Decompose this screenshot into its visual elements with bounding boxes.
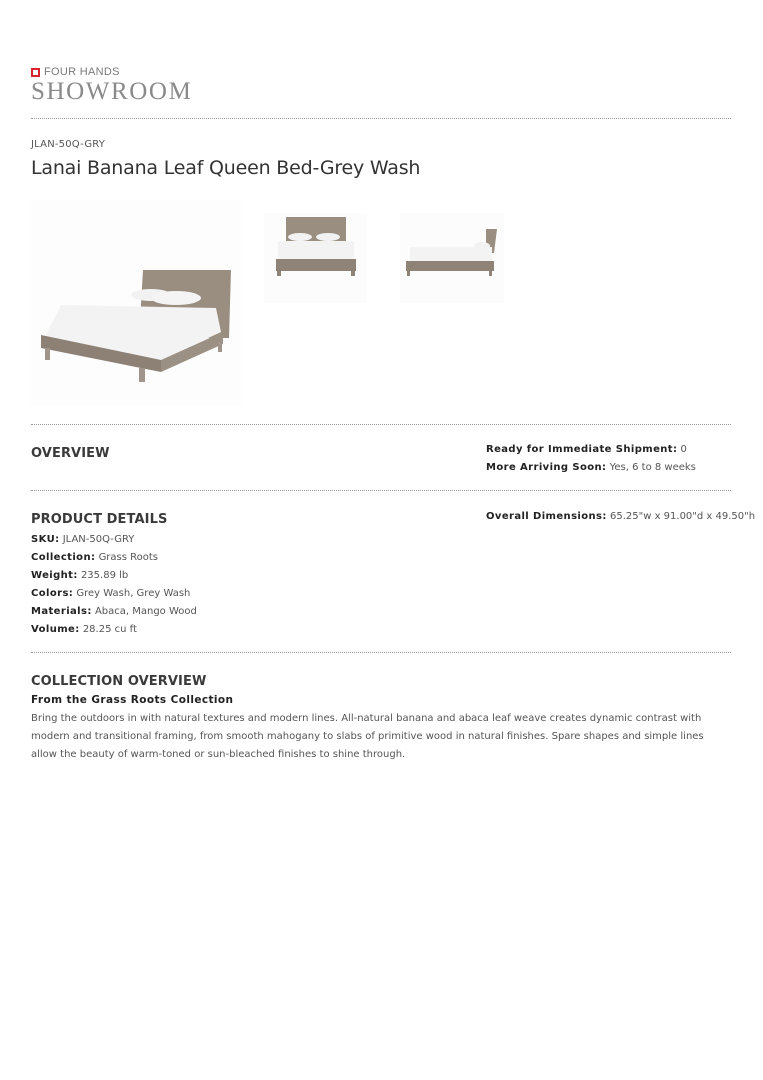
ready-shipment <box>486 441 687 459</box>
overview-heading: OVERVIEW <box>31 446 110 461</box>
product-details-heading: PRODUCT DETAILS <box>31 512 168 527</box>
detail-label: Volume: <box>31 624 80 635</box>
bed-side-illustration <box>400 213 504 303</box>
bed-angle-illustration <box>31 200 241 405</box>
divider <box>31 424 731 425</box>
brand-name: FOUR HANDS <box>44 66 120 78</box>
ready-shipment-value: 0 <box>680 444 687 455</box>
detail-label: Weight: <box>31 570 78 581</box>
bed-side-image <box>400 213 504 303</box>
detail-row-weight <box>31 567 128 585</box>
ready-shipment-label: Ready for Immediate Shipment: <box>486 444 678 455</box>
detail-label: Collection: <box>31 552 96 563</box>
detail-label: SKU: <box>31 534 60 545</box>
red-square-icon <box>31 68 40 77</box>
product-title: Lanai Banana Leaf Queen Bed-Grey Wash <box>31 157 421 179</box>
detail-value: 235.89 lb <box>80 570 129 581</box>
detail-row-volume <box>31 621 137 639</box>
detail-label: Colors: <box>31 588 74 599</box>
detail-value: Abaca, Mango Wood <box>94 606 197 617</box>
detail-row-collection <box>31 549 158 567</box>
detail-row-colors <box>31 585 190 603</box>
detail-value: Grass Roots <box>98 552 159 563</box>
bed-angle-image <box>31 200 241 405</box>
detail-row-materials <box>31 603 197 621</box>
divider <box>31 118 731 119</box>
divider <box>31 490 731 491</box>
arriving-soon <box>486 459 696 477</box>
collection-subheading: From the Grass Roots Collection <box>31 694 234 706</box>
collection-overview-heading: COLLECTION OVERVIEW <box>31 674 207 689</box>
detail-value: 28.25 cu ft <box>82 624 137 635</box>
detail-value: JLAN-50Q-GRY <box>62 534 135 545</box>
detail-label: Materials: <box>31 606 92 617</box>
bed-front-image <box>264 213 367 303</box>
bed-front-illustration <box>264 213 367 303</box>
dimensions-value: 65.25"w x 91.00"d x 49.50"h <box>609 511 756 522</box>
four-hands-logo <box>31 66 192 105</box>
collection-description: Bring the outdoors in with natural textures and modern lines. All-natural banana and abaca leaf weave creates dynamic contrast with modern and transitional framing, from smooth mahogany to slabs of primitive wood in natural finishes. Spare shapes and simple lines allow the beauty of warm-toned or sun-bleached finishes to shine through. <box>31 713 704 760</box>
overall-dimensions <box>486 508 755 526</box>
detail-value: Grey Wash, Grey Wash <box>76 588 191 599</box>
product-sku: JLAN-50Q-GRY <box>31 139 106 150</box>
arriving-soon-label: More Arriving Soon: <box>486 462 607 473</box>
showroom-label: SHOWROOM <box>31 78 193 105</box>
arriving-soon-value: Yes, 6 to 8 weeks <box>609 462 696 473</box>
detail-row-sku <box>31 531 134 549</box>
divider <box>31 652 731 653</box>
dimensions-label: Overall Dimensions: <box>486 511 607 522</box>
